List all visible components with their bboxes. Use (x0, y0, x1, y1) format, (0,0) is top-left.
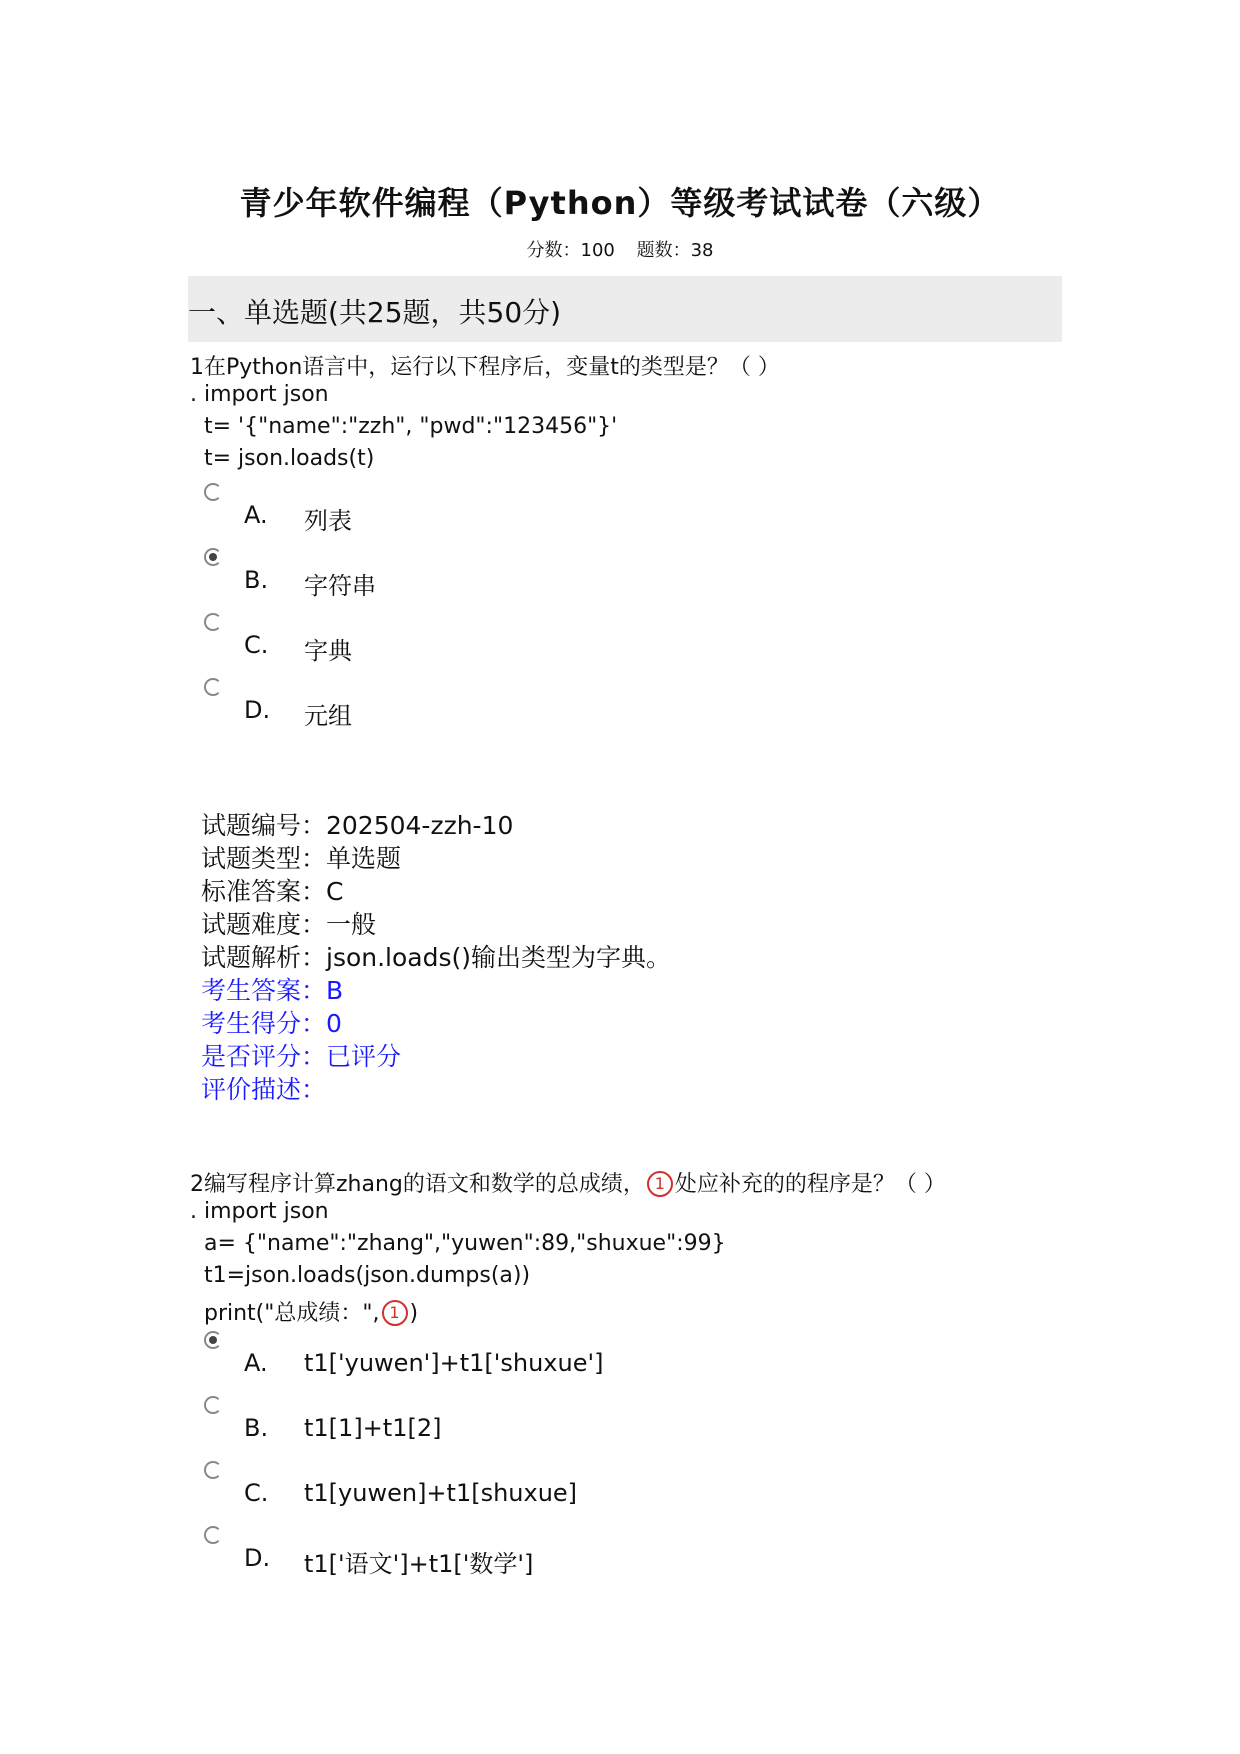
option-letter: A. (244, 501, 268, 529)
question-2-code-line: t1=json.loads(json.dumps(a)) (190, 1263, 531, 1288)
question-1-stem: 1在Python语言中，运行以下程序后，变量t的类型是？（ ） (190, 355, 780, 380)
question-2-stem-text: 处应补充的的程序是？（ ） (674, 1172, 946, 1197)
question-difficulty: 试题难度：一般 (201, 910, 377, 939)
option-letter: C. (244, 1479, 269, 1507)
option-text: 字符串 (304, 572, 376, 600)
option-letter: D. (244, 696, 271, 724)
question-2-stem (190, 1167, 946, 1198)
blank-marker: 1 (647, 1171, 673, 1197)
print-text: ) (409, 1301, 419, 1326)
standard-answer: 标准答案：C (201, 877, 344, 906)
option-text: t1['yuwen']+t1['shuxue'] (304, 1349, 604, 1377)
question-2-code-line (190, 1296, 418, 1327)
question-1-option-d[interactable] (200, 678, 1000, 734)
question-2-option-d[interactable] (200, 1526, 1000, 1582)
radio-button[interactable] (204, 483, 222, 501)
option-letter: B. (244, 1414, 269, 1442)
question-2-stem-text: 2编写程序计算zhang的语文和数学的总成绩， (190, 1172, 645, 1197)
question-2-option-a[interactable] (200, 1331, 1000, 1387)
question-2-code-line: a= {"name":"zhang","yuwen":89,"shuxue":99} (190, 1231, 726, 1256)
total-score: 分数：100 (526, 240, 615, 261)
section-header (188, 276, 1062, 342)
option-letter: B. (244, 566, 269, 594)
question-1-option-b[interactable] (200, 548, 1000, 604)
blank-marker: 1 (382, 1300, 408, 1326)
question-analysis: 试题解析：json.loads()输出类型为字典。 (201, 943, 672, 972)
option-letter: D. (244, 1544, 271, 1572)
question-id: 试题编号：202504-zzh-10 (201, 811, 514, 840)
student-score: 考生得分：0 (201, 1009, 342, 1038)
radio-button-selected[interactable] (204, 548, 222, 566)
option-text: t1['语文']+t1['数学'] (304, 1550, 534, 1578)
question-1-option-c[interactable] (200, 613, 1000, 669)
section-title: 一、单选题(共25题，共50分) (188, 296, 562, 329)
grading-status: 是否评分：已评分 (201, 1042, 402, 1071)
radio-button[interactable] (204, 1461, 222, 1479)
radio-button[interactable] (204, 678, 222, 696)
question-2-code-line: . import json (190, 1199, 329, 1224)
question-1-code-line: . import json (190, 382, 329, 407)
radio-button[interactable] (204, 613, 222, 631)
page-title: 青少年软件编程（Python）等级考试试卷（六级） (239, 184, 1001, 222)
question-1-code-line: t= '{"name":"zzh", "pwd":"123456"}' (190, 414, 618, 439)
question-2-option-c[interactable] (200, 1461, 1000, 1517)
evaluation-comment: 评价描述： (201, 1075, 327, 1104)
option-text: t1[yuwen]+t1[shuxue] (304, 1479, 578, 1507)
option-letter: A. (244, 1349, 268, 1377)
radio-button[interactable] (204, 1396, 222, 1414)
exam-summary (0, 236, 1240, 262)
option-text: 字典 (304, 637, 352, 665)
question-count: 题数：38 (636, 240, 714, 261)
option-text: t1[1]+t1[2] (304, 1414, 442, 1442)
radio-button-selected[interactable] (204, 1331, 222, 1349)
question-type: 试题类型：单选题 (201, 844, 402, 873)
radio-button[interactable] (204, 1526, 222, 1544)
option-text: 列表 (304, 507, 352, 535)
print-text: print("总成绩：", (190, 1301, 380, 1326)
question-1-code-line: t= json.loads(t) (190, 446, 375, 471)
question-2-option-b[interactable] (200, 1396, 1000, 1452)
option-letter: C. (244, 631, 269, 659)
student-answer: 考生答案：B (201, 976, 344, 1005)
option-text: 元组 (304, 702, 352, 730)
question-1-option-a[interactable] (200, 483, 1000, 539)
